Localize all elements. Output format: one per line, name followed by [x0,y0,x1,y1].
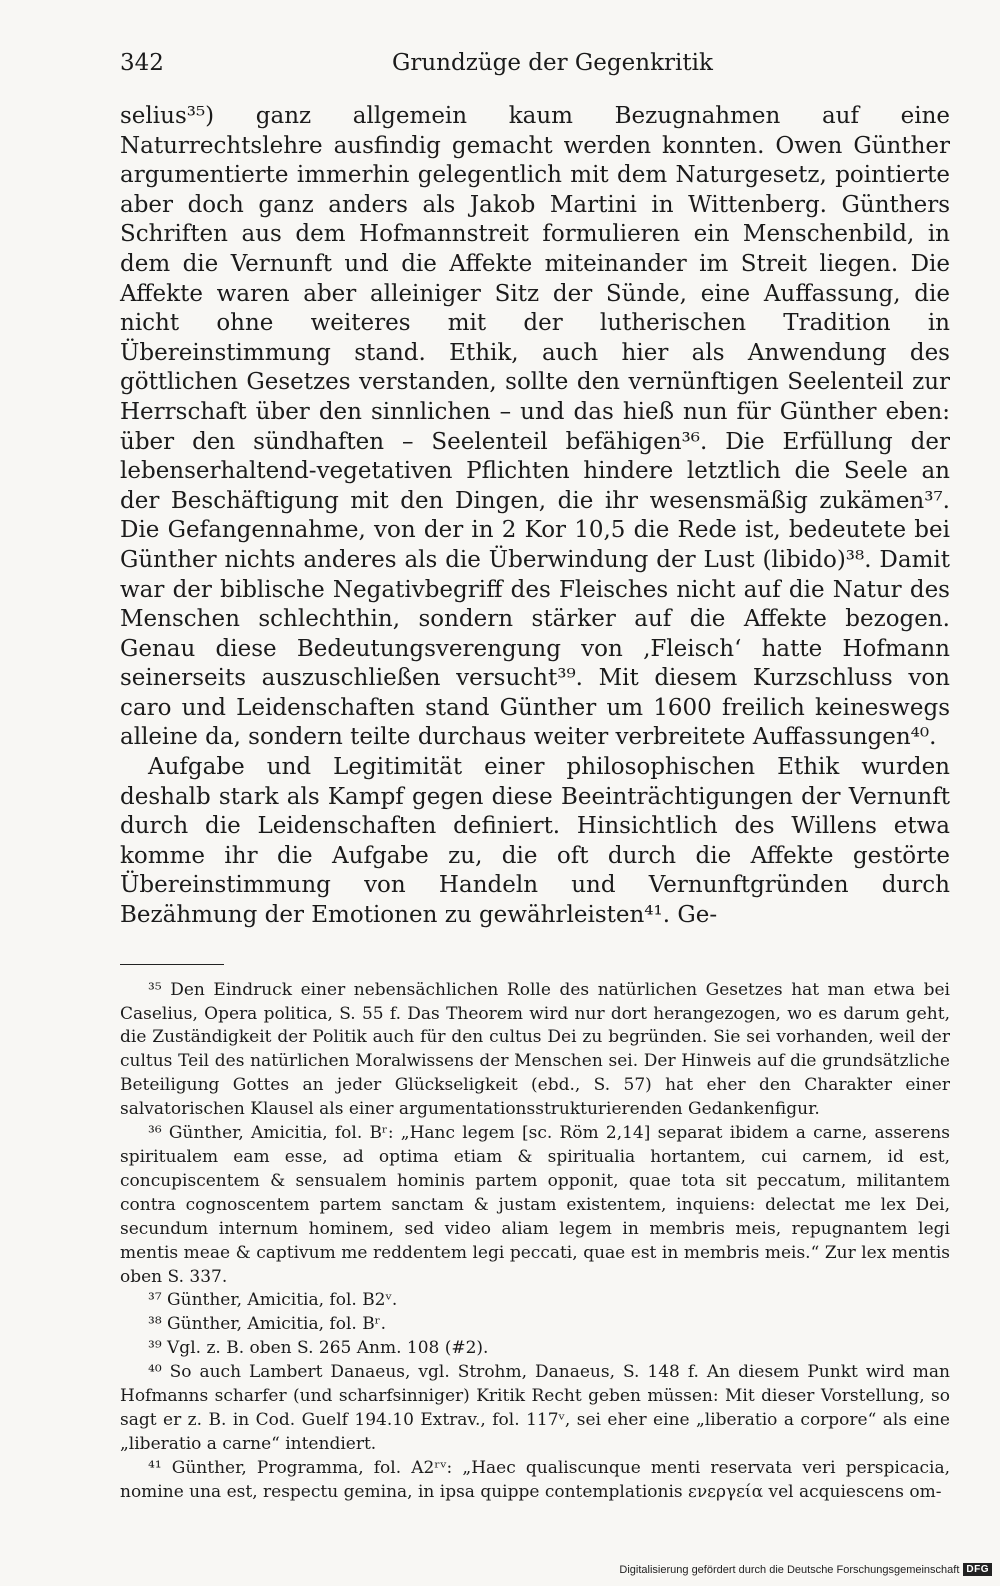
footnote-38: ³⁸ Günther, Amicitia, fol. Bʳ. [148,1314,386,1335]
footnote-40: ⁴⁰ So auch Lambert Danaeus, vgl. Strohm, Danaeus, S. 148 f. An diesem Punkt wird man Hofmanns scharfer (und scharfsinniger) Kritik Recht geben müssen: Mit dieser Vorstellung, so sagt er z. B. in Cod. Guelf 194.10 Extrav., fol. 117ᵛ, sei eher eine „liberatio a corpore“ als eine „liberatio a carne“ intendiert. [120,1362,950,1454]
footnote-41: ⁴¹ Günther, Programma, fol. A2ʳᵛ: „Haec qualiscunque menti reservata veri perspicacia, nomine una est, respectu gemina, in ipsa quippe contemplationis ενεργεία vel acquiescens om- [120,1457,950,1502]
page-number: 342 [120,50,164,76]
dfg-logo: DFG [963,1563,992,1576]
running-head: Grundzüge der Gegenkritik [392,50,713,76]
funding-note: Digitalisierung gefördert durch die Deutsche Forschungsgemeinschaft [619,1563,960,1576]
footnote-37: ³⁷ Günther, Amicitia, fol. B2ᵛ. [148,1290,398,1311]
main-text [120,102,950,931]
body-paragraph: Aufgabe und Legitimität einer philosophischen Ethik wurden deshalb stark als Kampf gegen diese Beeinträchtigungen der Vernunft durch die Leidenschaften definiert. Hinsichtlich des Willens etwa komme ihr die Aufgabe zu, die oft durch die Affekte gestörte Übereinstimmung von Handeln und Vernunftgründen durch Bezähmung der Emotionen zu gewährleisten⁴¹. Ge- [120,754,950,929]
body-paragraph: selius³⁵) ganz allgemein kaum Bezugnahmen auf eine Naturrechtslehre ausfindig gemacht werden konnten. Owen Günther argumentierte immerhin gelegentlich mit dem Naturgesetz, pointierte aber doch ganz anders als Jakob Martini in Wittenberg. Günthers Schriften aus dem Hofmannstreit formulieren ein Menschenbild, in dem die Vernunft und die Affekte miteinander im Streit liegen. Die Affekte waren aber alleiniger Sitz der Sünde, eine Auffassung, die nicht ohne weiteres mit der lutherischen Tradition in Übereinstimmung stand. Ethik, auch hier als Anwendung des göttlichen Gesetzes verstanden, sollte den vernünftigen Seelenteil zur Herrschaft über den sinnlichen – und das hieß nun für Günther eben: über den sündhaften – Seelenteil befähigen³⁶. Die Erfüllung der lebenserhaltend-vegetativen Pflichten hindere letztlich die Seele an der Beschäftigung mit den Dingen, die ihr wesensmäßig zukämen³⁷. Die Gefangennahme, von der in 2 Kor 10,5 die Rede ist, bedeutete bei Günther nichts anderes als die Überwindung der Lust (libido)³⁸. Damit war der biblische Negativbegriff des Fleisches nicht auf die Natur des Menschen schlechthin, sondern stärker auf die Affekte bezogen. Genau diese Bedeutungsverengung von ‚Fleisch‘ hatte Hofmann seinerseits auszuschließen versucht³⁹. Mit diesem Kurzschluss von caro und Leidenschaften stand Günther um 1600 freilich keineswegs alleine da, sondern teilte durchaus weiter verbreitete Auffassungen⁴⁰. [120,103,950,751]
footnote-35: ³⁵ Den Eindruck einer nebensächlichen Rolle des natürlichen Gesetzes hat man etwa bei Caselius, Opera politica, S. 55 f. Das Theorem wird nur dort herangezogen, wo es darum geht, die Zuständigkeit der Politik auch für den cultus Dei zu begründen. Sie sei vorhanden, weil der cultus Teil des natürlichen Moralwissens der Menschen sei. Der Hinweis auf die grundsätzliche Beteiligung Gottes an jeder Glückseligkeit (ebd., S. 57) hat eher den Charakter einer salvatorischen Klausel als einer argumentationsstrukturierenden Gedankenfigur. [120,979,950,1120]
digitization-footer [619,1563,992,1576]
footnote-36: ³⁶ Günther, Amicitia, fol. Bʳ: „Hanc legem [sc. Röm 2,14] separat ibidem a carne, asserens spiritualem eam esse, ad optima etiam & spiritualia hortantem, cui carnem, id est, concupiscentem & sensualem hominis partem opponit, quae tota sit peccatum, militantem contra cognoscentem partem sanctam & justam existentem, inquiens: delectat me lex Dei, secundum internum hominem, sed video aliam legem in membris meis, repugnantem legi mentis meae & captivum me reddentem legi peccati, quae est in membris meis.“ Zur lex mentis oben S. 337. [120,1123,950,1287]
footnotes [120,979,950,1505]
book-page [120,50,950,1505]
page-header [120,50,950,90]
footnote-39: ³⁹ Vgl. z. B. oben S. 265 Anm. 108 (#2). [148,1338,489,1359]
footnote-separator [120,964,224,965]
